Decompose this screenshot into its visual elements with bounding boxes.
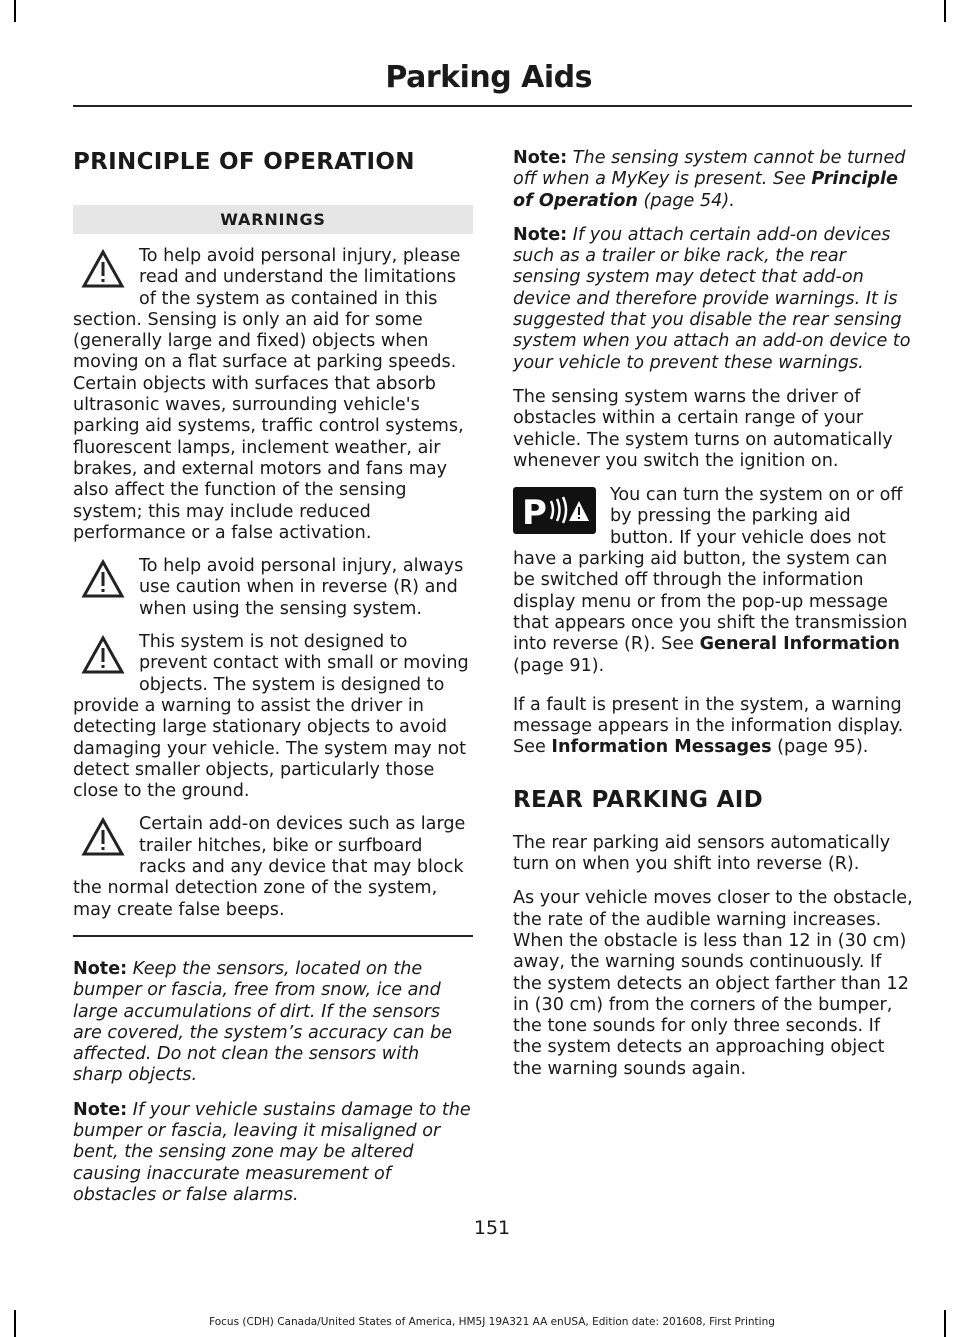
svg-text:P: P [522, 493, 547, 534]
link-information-messages[interactable]: Information Messages [551, 737, 772, 758]
warning-item [73, 632, 473, 802]
right-column [513, 148, 913, 1093]
link-principle-of-operation[interactable]: Principle of Operation [513, 169, 898, 211]
warning-triangle-icon [81, 635, 125, 675]
section-heading-rear-parking-aid: REAR PARKING AID [513, 786, 763, 813]
warning-text: This system is not designed to prevent contact with small or moving objects. The system is designed to provide a warning to assist the driver in detecting large stationary objects to avoid damaging your vehicle. The system may not detect smaller objects, particularly those close to the ground. [73, 632, 469, 802]
warning-item [73, 556, 473, 620]
warning-text: To help avoid personal injury, please read and understand the limitations of the system as contained in this section. Sensing is only an aid for some (generally large and fixed) objects when moving on a flat surface at parking speeds. Certain objects with surfaces that absorb ultrasonic waves, surrounding vehicle's parking aid systems, traffic control systems, fluorescent lamps, inclement weather, air brakes, and external motors and fans may also affect the function of the sensing system; this may include reduced performance or a false activation. [73, 246, 464, 543]
page-number: 151 [473, 1217, 511, 1239]
crop-mark [944, 0, 946, 22]
parking-aid-button-icon [513, 487, 596, 534]
link-general-information[interactable]: General Information [699, 634, 900, 655]
warning-triangle-icon [81, 817, 125, 857]
note-add-on-devices: Note: If you attach certain add-on devices such as a trailer or bike rack, the rear sensing system may detect that add-on device and therefore provide warnings. It is suggested that you disable the rear sensing system when you attach an add-on device to your vehicle to prevent these warnings. [513, 224, 911, 373]
note-bumper-damage: Note: If your vehicle sustains damage to the bumper or fascia, leaving it misaligned or bent, the sensing zone may be altered causing inaccurate measurement of obstacles or false alarms. [73, 1099, 471, 1205]
note-sensors-clean: Note: Keep the sensors, located on the bumper or fascia, free from snow, ice and large accumulations of dirt. If the sensors are covered, the system’s accuracy can be affected. Do not clean the sensors with sharp objects. [73, 958, 453, 1086]
warning-text: Certain add-on devices such as large trailer hitches, bike or surfboard racks and any device that may block the normal detection zone of the system, may create false beeps. [73, 814, 466, 920]
warning-item [73, 246, 473, 544]
note-mykey: Note: The sensing system cannot be turned off when a MyKey is present. See Principle of Operation (page 54). [513, 148, 906, 211]
paragraph-warning-rate: As your vehicle moves closer to the obstacle, the rate of the audible warning increases. When the obstacle is less than 12 in (30 cm) away, the warning sounds continuously. If the system detects an object farther than 12 in (30 cm) from the corners of the bumper, the tone sounds for only three seconds. If the system detects an approaching object the warning sounds again. [513, 888, 913, 1079]
warning-triangle-icon [81, 249, 125, 289]
footer-edition-info: Focus (CDH) Canada/United States of America, HM5J 19A321 AA enUSA, Edition date: 201608, First Printing [209, 1316, 775, 1328]
page-title: Parking Aids [385, 60, 592, 95]
warning-triangle-icon [81, 559, 125, 599]
header-rule [73, 105, 912, 107]
paragraph-sensing-warns: The sensing system warns the driver of obstacles within a certain range of your vehicle. The system turns on automatically whenever you switch the ignition on. [513, 386, 893, 471]
warning-text: To help avoid personal injury, always use caution when in reverse (R) and when using the sensing system. [139, 556, 464, 619]
left-column [73, 140, 473, 1219]
warning-item [73, 814, 473, 920]
warnings-end-rule [73, 935, 473, 937]
paragraph-fault-present: If a fault is present in the system, a warning message appears in the information display. See Information Messages (page 95). [513, 694, 904, 758]
warnings-header: WARNINGS [73, 205, 473, 234]
crop-mark [14, 0, 16, 22]
paragraph-parking-aid-button: P You can turn the system on or off by pressing the parking aid button. If your vehicle does not have a parking aid button, the system can be switched off through the information display menu or from the pop-up message that appears once you shift the transmission into reverse (R). See General Information (page 91). [513, 485, 908, 676]
paragraph-rear-sensors: The rear parking aid sensors automatically turn on when you shift into reverse (R). [513, 832, 891, 875]
section-heading-principle: PRINCIPLE OF OPERATION [73, 149, 415, 175]
